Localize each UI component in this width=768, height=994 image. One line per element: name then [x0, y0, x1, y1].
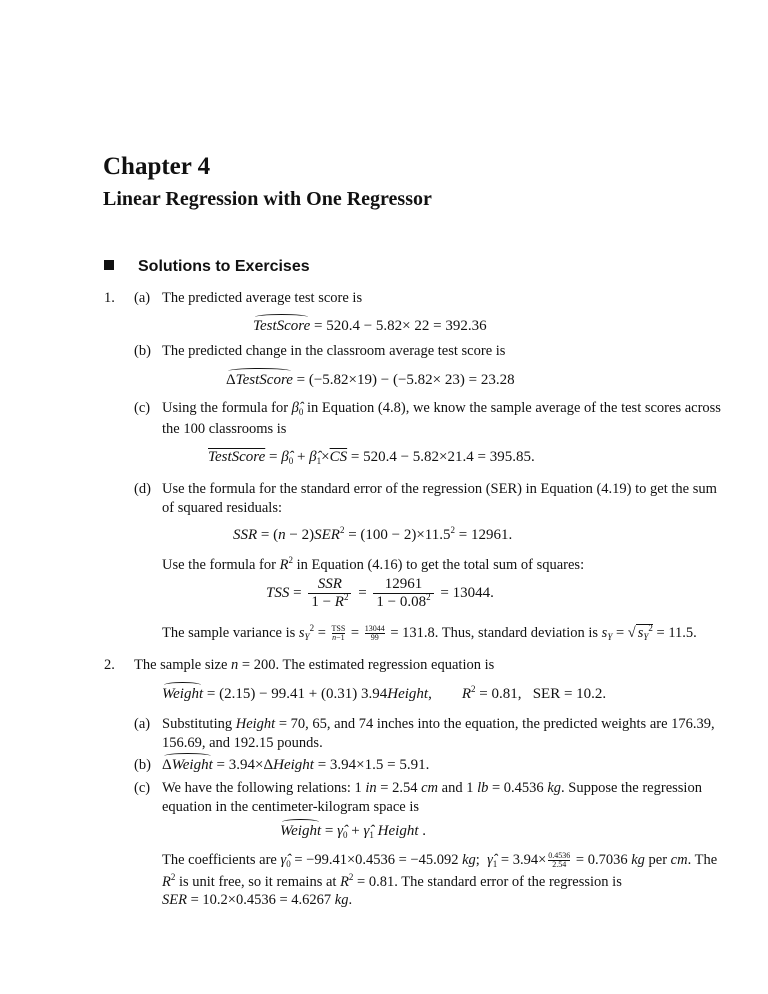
exercise-intro: The sample size n = 200. The estimated regression equation is — [134, 657, 495, 673]
part-text: $R^2$ is unit free, so it remains at $R^2 = 0.81$. The standard error of the regression is — [162, 872, 622, 890]
part-label: (a) — [134, 716, 151, 732]
part-text: Using the formula for $\betâ_0$ in Equation (4.8), we know the sample average of the test scores across — [162, 400, 721, 417]
part-text: Use the formula for $R^2$ in Equation (4.16) to get the total sum of squares: — [162, 555, 585, 573]
part-text: The predicted change in the classroom average test score is — [162, 343, 506, 359]
part-text: The predicted average test score is — [162, 290, 363, 306]
equation-1a: TestScore = 520.4 − 5.82× 22 = 392.36 — [253, 318, 487, 334]
part-label: (b) — [134, 757, 151, 773]
part-label: (b) — [134, 343, 151, 359]
part-text-variance: The sample variance is $s_Y^2$ = TSS n−1 = $\frac{13044}{99}$ = 131.8. Thus, standard deviation is $s_Y$ = √ $s_Y^2 = 11.5$. — [162, 623, 697, 643]
exercise-number: 1. — [104, 290, 115, 306]
part-text: 156.69, and 192.15 pounds. — [162, 735, 323, 751]
equation-1d-ssr: SSR = $(n - 2)SER^2 = (100 - 2)\times 11.5^2 = 12961$. — [233, 525, 513, 543]
equation-1b: ΔTestScore = (−5.82×19) − (−5.82× 23) = 23.28 — [226, 372, 515, 388]
part-label: (c) — [134, 400, 151, 416]
part-text: of squared residuals: — [162, 500, 282, 516]
part-text: Substituting Height = 70, 65, and 74 inches into the equation, the predicted weights are 176.39, — [162, 716, 715, 732]
equation-2c: Weight = $\gammâ_0$ + $\gammâ_1$ Height . — [280, 823, 426, 840]
equation-2: Weight = (2.15) − 99.41 + (0.31) 3.94Height, $R^2 = 0.81$, SER = 10.2. — [162, 684, 607, 702]
section-title: Solutions to Exercises — [138, 258, 310, 275]
square-bullet-icon — [104, 260, 114, 270]
equation-2b: ΔWeight = 3.94×ΔHeight = 3.94×1.5 = 5.91. — [162, 757, 430, 773]
section-heading — [104, 258, 310, 276]
part-label: (c) — [134, 780, 151, 796]
equation-1d-tss: TSS = $\frac{\text{SSR}}{1 - R^2}$ = $\frac{12961}{1 - 0.08^2}$ = 13044. — [266, 576, 494, 610]
equation-1c: TestScore = $\betâ_0$ + $\betâ_1\times\overline{CS} = 520.4 - 5.82\times 21.4 = 395.85$. — [208, 449, 535, 466]
exercise-number: 2. — [104, 657, 115, 673]
part-text-coefficients: The coefficients are $\gammâ_0 = -99.41\times 0.4536 = -45.092$ kg; $\gammâ_1 = 3.94\times$ $\frac{0.4536}{2.54}$ = 0.7036 kg per cm. The — [162, 851, 718, 870]
chapter-subtitle: Linear Regression with One Regressor — [103, 188, 432, 210]
part-text: SER = 10.2×0.4536 = 4.6267 kg. — [162, 892, 353, 908]
chapter-title: Chapter 4 — [103, 153, 211, 180]
part-label: (a) — [134, 290, 151, 306]
part-text: equation in the centimeter-kilogram space is — [162, 799, 419, 815]
part-text: We have the following relations: 1 in = 2.54 cm and 1 lb = 0.4536 kg. Suppose the regression — [162, 780, 702, 796]
part-text: Use the formula for the standard error of the regression (SER) in Equation (4.19) to get the sum — [162, 481, 717, 497]
part-text: the 100 classrooms is — [162, 421, 287, 437]
part-label: (d) — [134, 481, 151, 497]
